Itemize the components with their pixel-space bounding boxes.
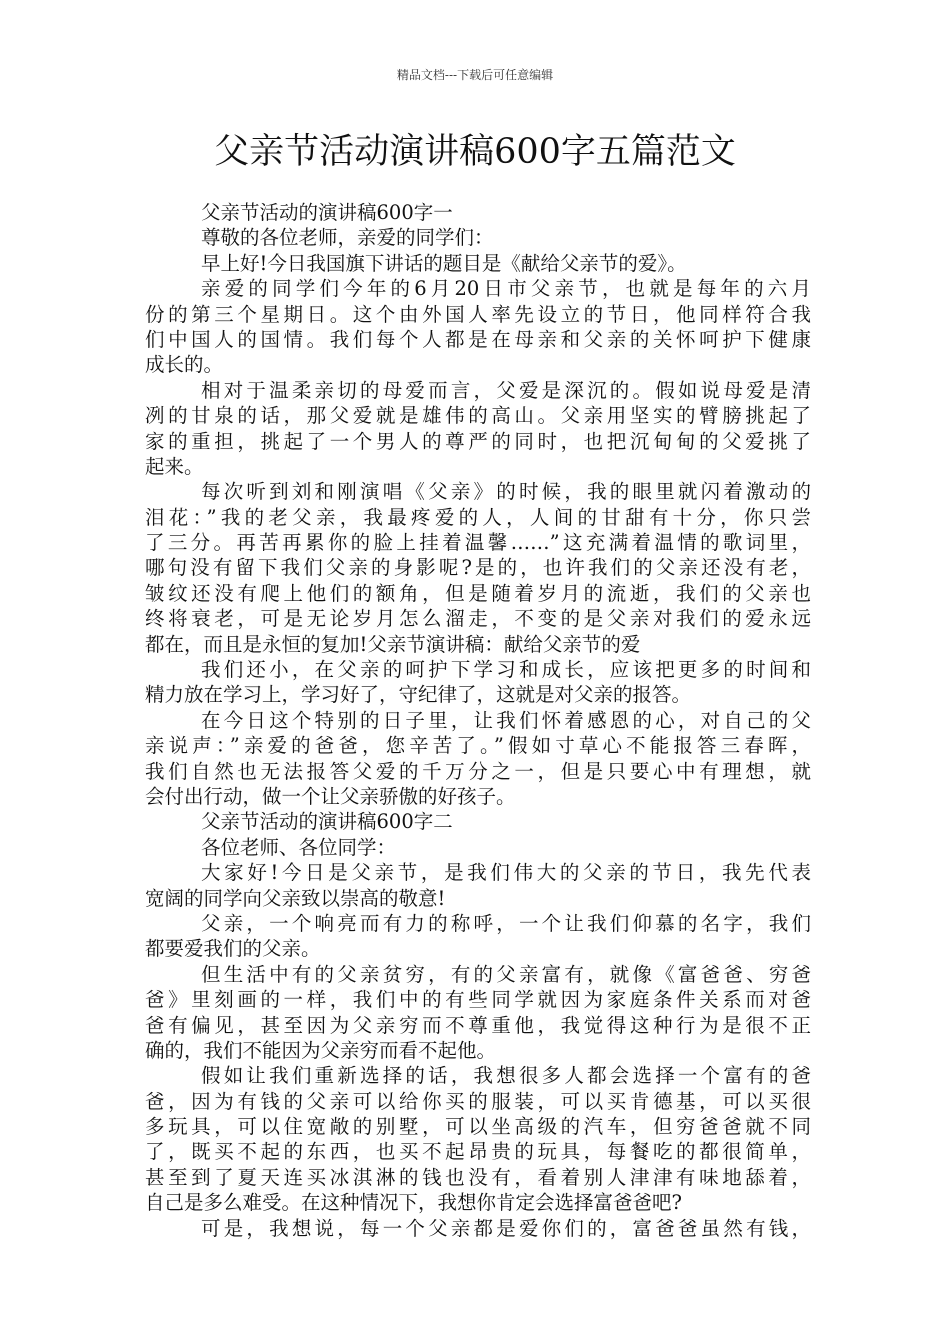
text-line: 但生活中有的父亲贫穷，有的父亲富有，就像《富爸爸、穷爸 [201,962,811,986]
text-line: 都要爱我们的父亲。 [145,937,321,961]
text-line: 份的第三个星期日。这个由外国人率先设立的节日，他同样符合我 [145,302,811,326]
text-line: 爸》里刻画的一样，我们中的有些同学就因为家庭条件关系而对爸 [145,988,811,1012]
text-line: 亲说声：”亲爱的爸爸，您辛苦了。”假如寸草心不能报答三春晖， [145,734,811,758]
text-line: 甚至到了夏天连买冰淇淋的钱也没有，看着别人津津有味地舔着， [145,1165,811,1189]
text-line: 哪句没有留下我们父亲的身影呢?是的，也许我们的父亲还没有老， [145,556,811,580]
text-line: 们中国人的国情。我们每个人都是在母亲和父亲的关怀呵护下健康 [145,327,811,351]
text-line: 多玩具，可以住宽敞的别墅，可以坐高级的汽车，但穷爸爸就不同 [145,1115,811,1139]
document-title: 父亲节活动演讲稿600字五篇范文 [214,132,736,172]
text-line: 我们自然也无法报答父爱的千万分之一，但是只要心中有理想，就 [145,759,811,783]
text-line: 在今日这个特别的日子里，让我们怀着感恩的心，对自己的父 [201,708,811,732]
text-line: 父亲节活动的演讲稿600字一 [201,201,453,224]
text-line: 早上好!今日我国旗下讲话的题目是《献给父亲节的爱》。 [201,251,687,275]
text-line: 成长的。 [145,353,224,377]
text-line: 终将衰老，可是无论岁月怎么溜走，不变的是父亲对我们的爱永远 [145,607,811,631]
text-line: 家的重担，挑起了一个男人的尊严的同时，也把沉甸甸的父爱挑了 [145,429,811,453]
text-line: 爸有偏见，甚至因为父亲穷而不尊重他，我觉得这种行为是很不正 [145,1013,811,1037]
text-line: 都在，而且是永恒的复加!父亲节演讲稿：献给父亲节的爱 [145,632,641,656]
text-line: 爸，因为有钱的父亲可以给你买的服装，可以买肯德基，可以买很 [145,1089,811,1113]
document-body [145,200,811,1241]
text-line: 父亲节活动的演讲稿600字二 [201,810,453,834]
text-line: 亲爱的同学们今年的6月20日市父亲节，也就是每年的六月 [201,277,811,301]
text-line: 了三分。再苦再累你的脸上挂着温馨……”这充满着温情的歌词里， [145,531,811,555]
text-line: 假如让我们重新选择的话，我想很多人都会选择一个富有的爸 [201,1064,811,1088]
text-line: 泪花：”我的老父亲，我最疼爱的人，人间的甘甜有十分，你只尝 [145,505,811,529]
text-line: 皱纹还没有爬上他们的额角，但是随着岁月的流逝，我们的父亲也 [145,581,811,605]
text-line: 大家好!今日是父亲节，是我们伟大的父亲的节日，我先代表 [201,861,811,885]
text-line: 尊敬的各位老师，亲爱的同学们： [201,226,494,250]
text-line: 了，既买不起的东西，也买不起昂贵的玩具，每餐吃的都很简单， [145,1140,811,1164]
page-header: 精品文档---下载后可任意编辑 [396,68,554,82]
text-line: 自己是多么难受。在这种情况下，我想你肯定会选择富爸爸吧? [145,1191,682,1215]
text-line: 每次听到刘和刚演唱《父亲》的时候，我的眼里就闪着激动的 [201,480,811,504]
text-line: 宽阔的同学向父亲致以崇高的敬意! [145,886,446,910]
text-line: 各位老师、各位同学： [201,835,397,859]
text-line: 父亲，一个响亮而有力的称呼，一个让我们仰慕的名字，我们 [201,911,811,935]
text-line: 精力放在学习上，学习好了，守纪律了，这就是对父亲的报答。 [145,683,692,707]
text-line: 可是，我想说，每一个父亲都是爱你们的，富爸爸虽然有钱， [201,1216,811,1240]
text-line: 我们还小，在父亲的呵护下学习和成长，应该把更多的时间和 [201,658,811,682]
text-line: 会付出行动，做一个让父亲骄傲的好孩子。 [145,784,516,808]
text-line: 相对于温柔亲切的母爱而言，父爱是深沉的。假如说母爱是清 [201,378,811,402]
text-line: 冽的甘泉的话，那父爱就是雄伟的高山。父亲用坚实的臂膀挑起了 [145,404,811,428]
text-line: 确的，我们不能因为父亲穷而看不起他。 [145,1038,497,1062]
text-line: 起来。 [145,454,204,478]
